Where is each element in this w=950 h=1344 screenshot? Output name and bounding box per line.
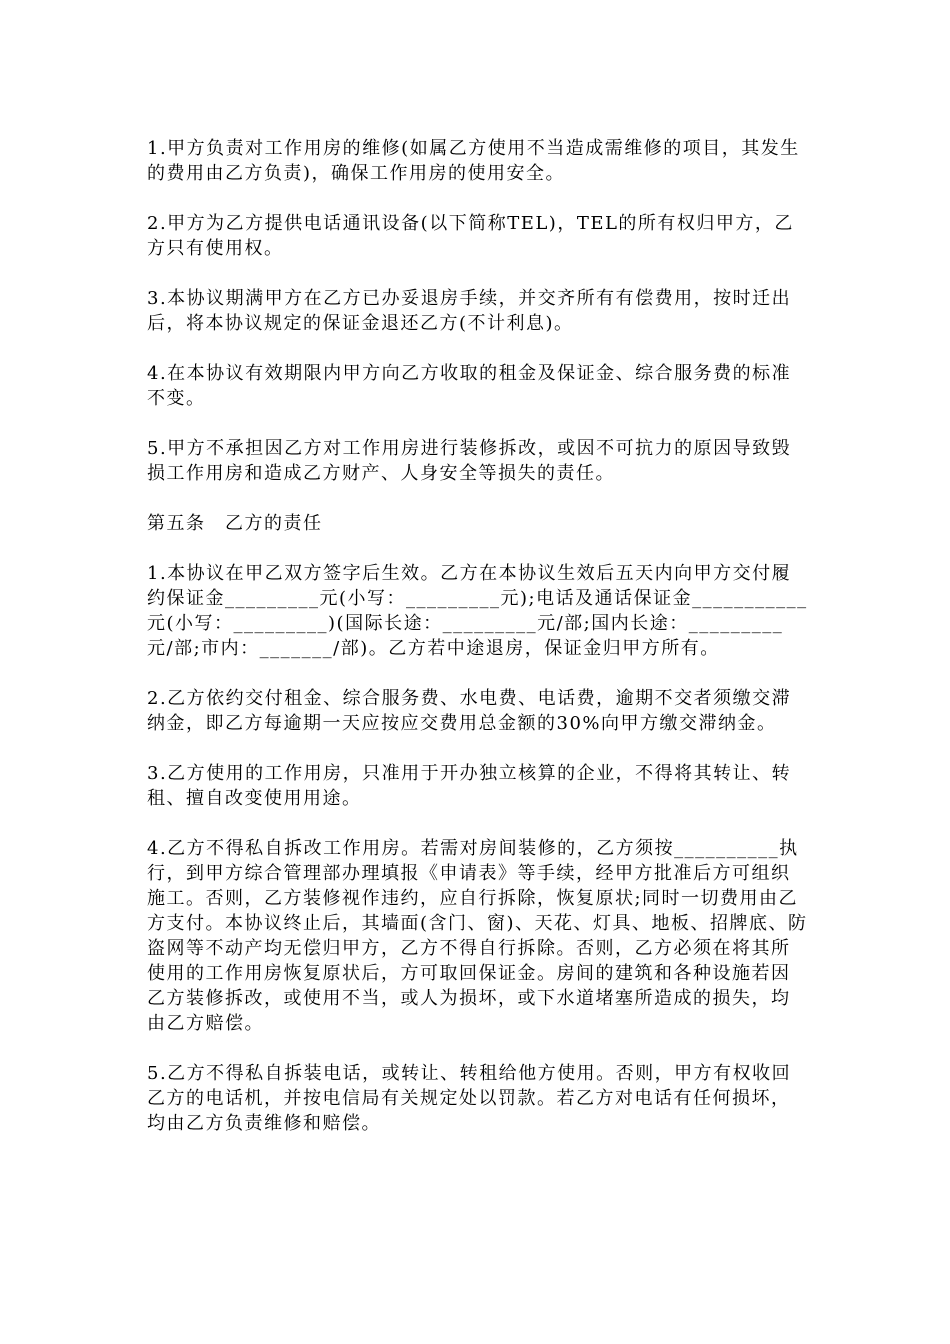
clause-party-a-4: 4.在本协议有效期限内甲方向乙方收取的租金及保证金、综合服务费的标准不变。 bbox=[147, 363, 792, 409]
clause-party-a-3: 3.本协议期满甲方在乙方已办妥退房手续，并交齐所有有偿费用，按时迁出后，将本协议规定的保证金退还乙方(不计利息)。 bbox=[147, 288, 792, 334]
clause-party-a-5: 5.甲方不承担因乙方对工作用房进行装修拆改，或因不可抗力的原因导致毁损工作用房和造成乙方财产、人身安全等损失的责任。 bbox=[147, 438, 792, 484]
section-heading-article-5: 第五条 乙方的责任 bbox=[147, 513, 323, 534]
clause-party-b-1: 1.本协议在甲乙双方签字后生效。乙方在本协议生效后五天内向甲方交付履约保证金_________元(小写：_________元);电话及通话保证金___________元(小写：_________)(国际长途：_________元/部;国内长途：_________元/部;市内：_______/部)。乙方若中途退房，保证金归甲方所有。 bbox=[147, 563, 808, 659]
document-body bbox=[147, 136, 809, 1161]
clause-party-a-1: 1.甲方负责对工作用房的维修(如属乙方使用不当造成需维修的项目，其发生的费用由乙方负责)，确保工作用房的使用安全。 bbox=[147, 138, 800, 184]
clause-party-b-3: 3.乙方使用的工作用房，只准用于开办独立核算的企业，不得将其转让、转租、擅自改变使用用途。 bbox=[147, 763, 792, 809]
clause-party-b-2: 2.乙方依约交付租金、综合服务费、水电费、电话费，逾期不交者须缴交滞纳金，即乙方每逾期一天应按应交费用总金额的30%向甲方缴交滞纳金。 bbox=[147, 688, 792, 734]
clause-party-b-5: 5.乙方不得私自拆装电话，或转让、转租给他方使用。否则，甲方有权收回乙方的电话机，并按电信局有关规定处以罚款。若乙方对电话有任何损坏，均由乙方负责维修和赔偿。 bbox=[147, 1063, 792, 1134]
clause-party-a-2: 2.甲方为乙方提供电话通讯设备(以下简称TEL)，TEL的所有权归甲方，乙方只有使用权。 bbox=[147, 213, 794, 259]
clause-party-b-4: 4.乙方不得私自拆改工作用房。若需对房间装修的，乙方须按__________执行，到甲方综合管理部办理填报《申请表》等手续，经甲方批准后方可组织施工。否则，乙方装修视作违约，应自行拆除，恢复原状;同时一切费用由乙方支付。本协议终止后，其墙面(含门、窗)、天花、灯具、地板、招牌底、防盗网等不动产均无偿归甲方，乙方不得自行拆除。否则，乙方必须在将其所使用的工作用房恢复原状后，方可取回保证金。房间的建筑和各种设施若因乙方装修拆改，或使用不当，或人为损坏，或下水道堵塞所造成的损失，均由乙方赔偿。 bbox=[147, 838, 808, 1034]
